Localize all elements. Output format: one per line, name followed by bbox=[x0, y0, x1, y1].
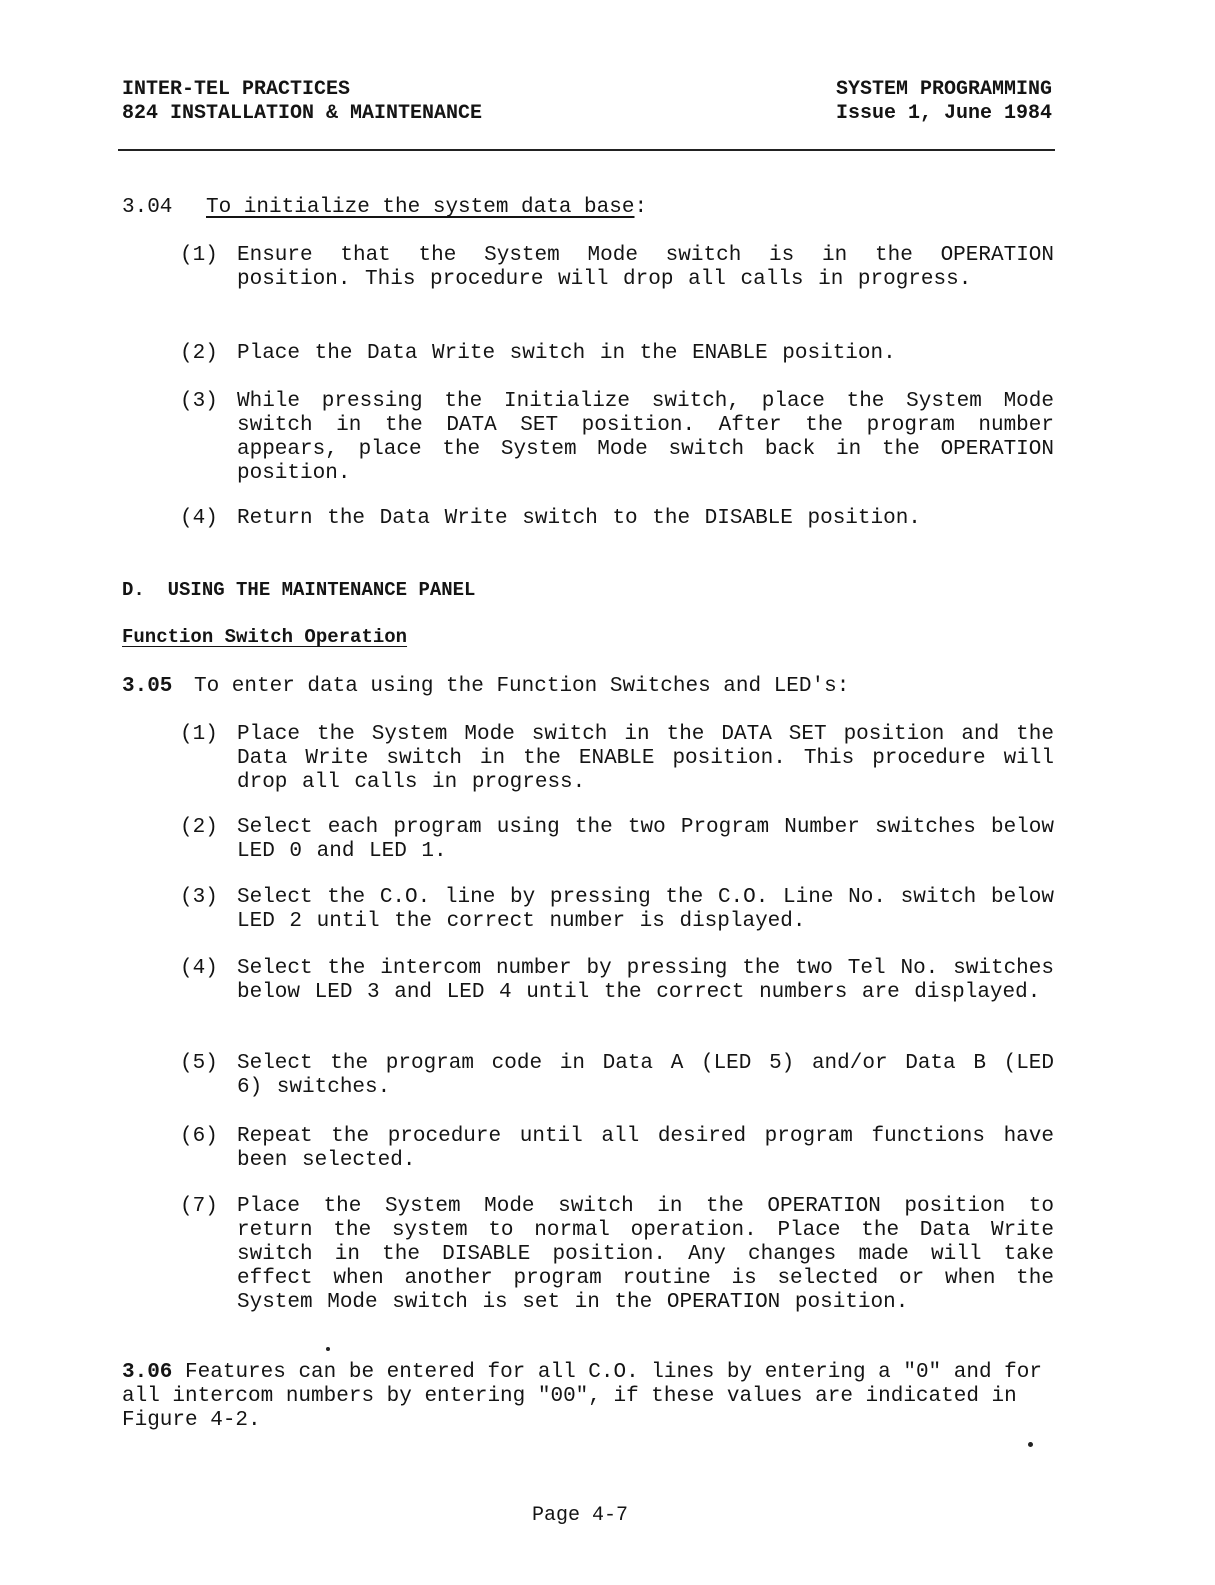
section-305-step-6 bbox=[180, 1125, 1054, 1173]
step-number: (4) bbox=[180, 507, 218, 530]
step-text: Place the System Mode switch in the DATA SET position and the Data Write switch in the ENABLE position. This procedure will drop all calls in progress. bbox=[237, 723, 1054, 794]
header-section: SYSTEM PROGRAMMING bbox=[835, 78, 1052, 101]
section-304-step-2 bbox=[180, 342, 1054, 366]
step-number: (4) bbox=[180, 957, 218, 980]
step-text: While pressing the Initialize switch, place the System Mode switch in the DATA SET position. After the program number appears, place the System Mode switch back in the OPERATION position. bbox=[237, 390, 1054, 485]
header-manual: 824 INSTALLATION & MAINTENANCE bbox=[122, 102, 483, 125]
header-left bbox=[122, 78, 482, 126]
section-305-step-4 bbox=[180, 957, 1054, 1005]
step-number: (1) bbox=[180, 244, 218, 267]
section-304-heading bbox=[122, 196, 647, 220]
step-text: Select the C.O. line by pressing the C.O. Line No. switch below LED 2 until the correct number is displayed. bbox=[237, 886, 1054, 933]
section-306-number: 3.06 bbox=[122, 1361, 173, 1384]
page-number: Page 4-7 bbox=[532, 1504, 629, 1527]
step-number: (2) bbox=[180, 342, 218, 365]
scan-speck bbox=[326, 1347, 330, 1351]
step-text: Place the System Mode switch in the OPERATION position to return the system to normal operation. Place the Data Write switch in the DISABLE position. Any changes made will take effect when another program routine is selected or when the System Mode switch is set in the OPERATION position. bbox=[237, 1195, 1054, 1314]
step-number: (2) bbox=[180, 816, 218, 839]
section-304-title-colon: : bbox=[634, 196, 648, 219]
section-305-step-3 bbox=[180, 886, 1054, 934]
scan-speck bbox=[1028, 1442, 1033, 1447]
section-305-step-2 bbox=[180, 816, 1054, 864]
step-text: Return the Data Write switch to the DISABLE position. bbox=[237, 507, 921, 530]
step-number: (1) bbox=[180, 723, 218, 746]
step-text: Select the intercom number by pressing the two Tel No. switches below LED 3 and LED 4 until the correct numbers are displayed. bbox=[237, 957, 1054, 1004]
step-text: Place the Data Write switch in the ENABLE position. bbox=[237, 342, 896, 365]
header-issue: Issue 1, June 1984 bbox=[835, 102, 1052, 125]
section-304-step-4 bbox=[180, 507, 1054, 531]
section-304-step-3 bbox=[180, 390, 1054, 486]
section-304-title: To initialize the system data base bbox=[206, 196, 635, 219]
step-number: (6) bbox=[180, 1125, 218, 1148]
section-304-number: 3.04 bbox=[122, 196, 173, 219]
section-305-step-1 bbox=[180, 723, 1054, 795]
section-305-number: 3.05 bbox=[122, 675, 173, 698]
header-company: INTER-TEL PRACTICES bbox=[122, 78, 351, 101]
section-305-intro: To enter data using the Function Switches and LED's: bbox=[194, 675, 850, 698]
section-304-step-1 bbox=[180, 244, 1054, 292]
section-305-heading bbox=[122, 675, 849, 699]
section-305-step-5 bbox=[180, 1052, 1054, 1100]
step-text: Repeat the procedure until all desired program functions have been selected. bbox=[237, 1125, 1054, 1172]
step-number: (3) bbox=[180, 886, 218, 909]
function-switch-subheading: Function Switch Operation bbox=[122, 626, 408, 648]
section-305-step-7 bbox=[180, 1195, 1054, 1315]
step-text: Select each program using the two Program Number switches below LED 0 and LED 1. bbox=[237, 816, 1054, 863]
step-number: (3) bbox=[180, 390, 218, 413]
header-right bbox=[836, 78, 1052, 126]
section-306-paragraph bbox=[122, 1361, 1062, 1433]
step-number: (5) bbox=[180, 1052, 218, 1075]
section-306-text: Features can be entered for all C.O. lines by entering a "0" and for all intercom numbers by entering "00", if these values are indicated in Figure 4-2. bbox=[122, 1361, 1042, 1432]
step-text: Select the program code in Data A (LED 5) and/or Data B (LED 6) switches. bbox=[237, 1052, 1054, 1099]
section-d-heading: D. USING THE MAINTENANCE PANEL bbox=[122, 579, 476, 601]
step-number: (7) bbox=[180, 1195, 218, 1218]
step-text: Ensure that the System Mode switch is in the OPERATION position. This procedure will drop all calls in progress. bbox=[237, 244, 1054, 291]
header-rule bbox=[118, 149, 1055, 151]
